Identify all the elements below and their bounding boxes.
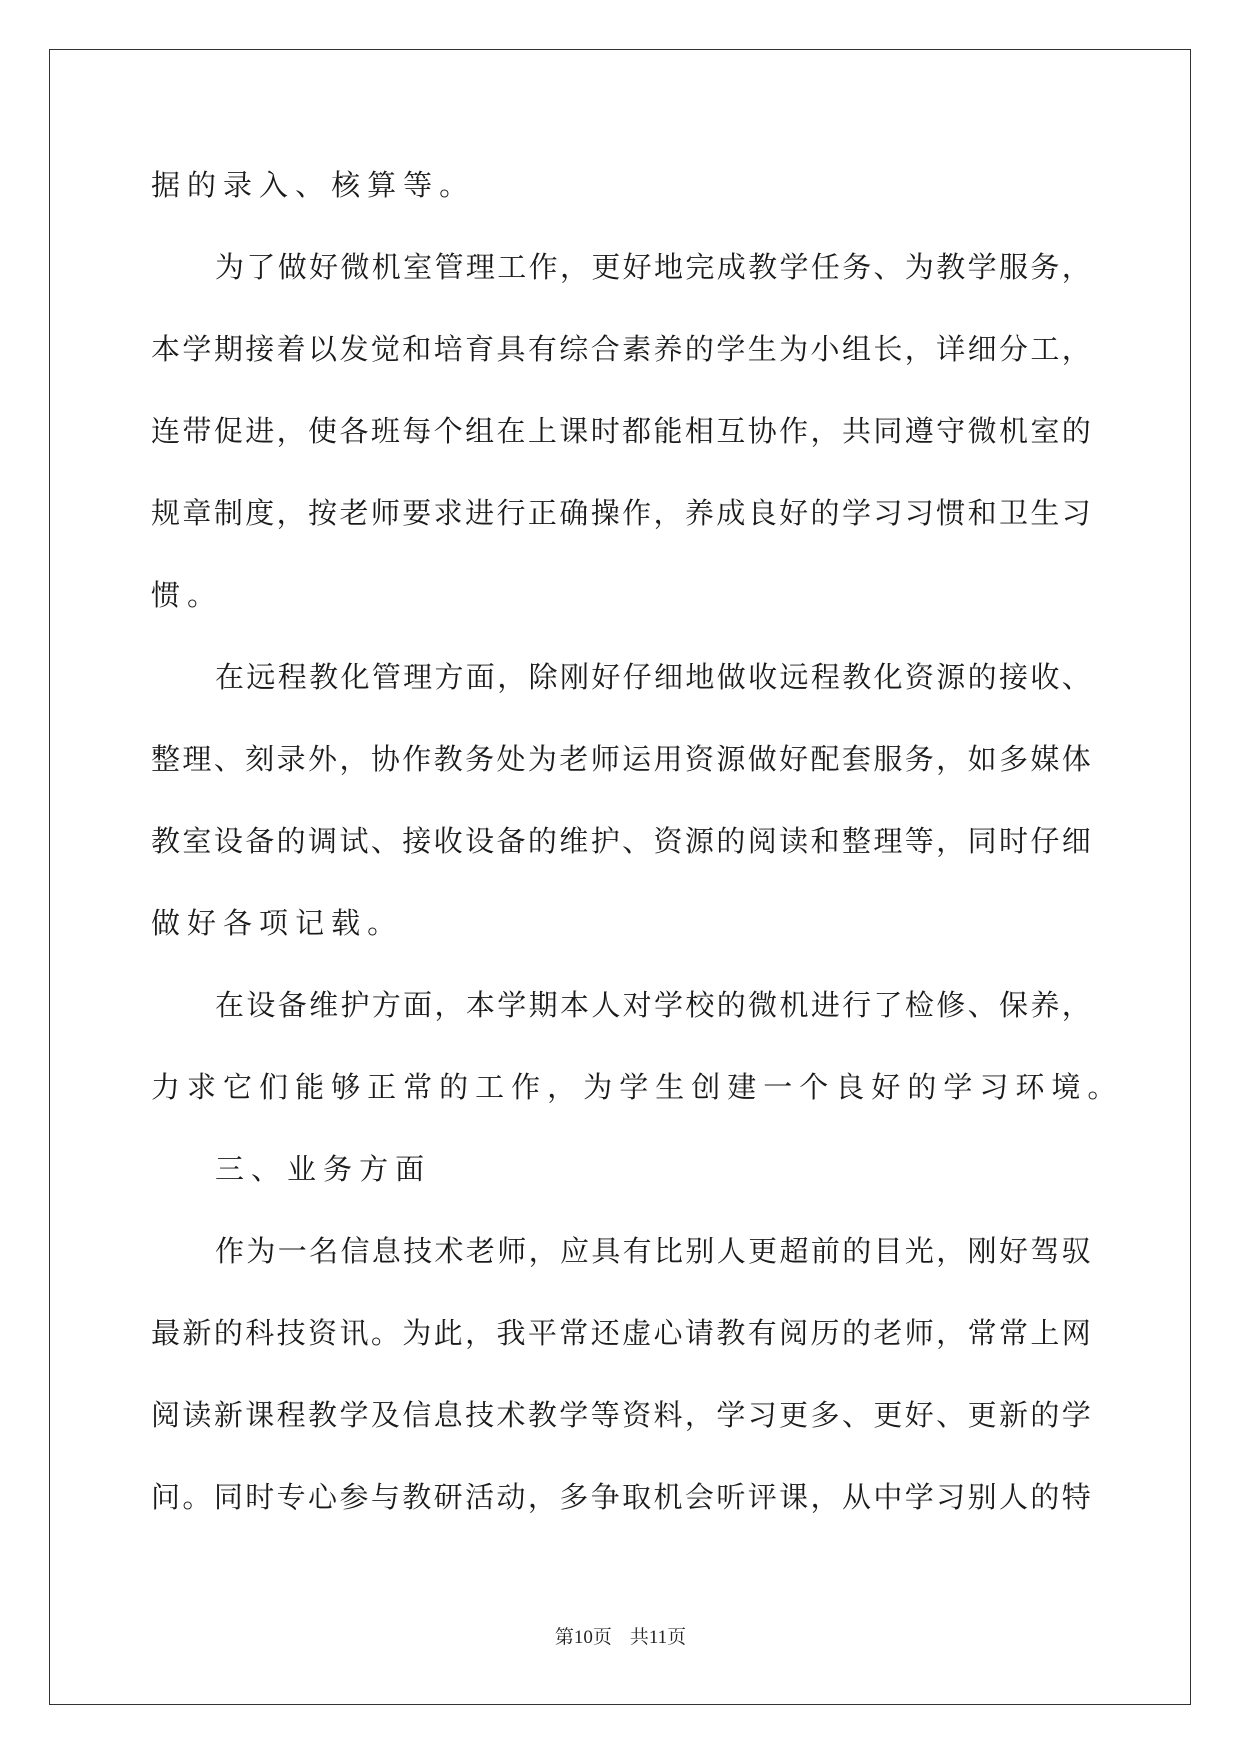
text-line: 为 了 做 好 微 机 室 管 理 工 作 ， 更 好 地 完 成 教 学 任 务 、 为 教 学 服 务 ， <box>215 250 1091 284</box>
document-body <box>151 155 1124 1549</box>
text-line: 做 好 各 项 记 载 。 <box>151 906 404 940</box>
footer-total-word: 页 <box>667 1626 687 1648</box>
text-line: 问 。 同 时 专 心 参 与 教 研 活 动 ， 多 争 取 机 会 听 评 课 ， 从 中 学 习 别 人 的 特 <box>151 1480 1091 1514</box>
text-line: 最 新 的 科 技 资 讯 。 为 此 ， 我 平 常 还 虚 心 请 教 有 阅 历 的 老 师 ， 常 常 上 网 <box>151 1316 1091 1350</box>
text-line: 据 的 录 入 、 核 算 等 。 <box>151 168 476 202</box>
text-line: 在 远 程 教 化 管 理 方 面 ， 除 刚 好 仔 细 地 做 收 远 程 教 化 资 源 的 接 收 、 <box>215 660 1091 694</box>
current-page-number: 10 <box>573 1627 593 1648</box>
footer-page-word: 页 <box>592 1626 612 1648</box>
text-line: 在 设 备 维 护 方 面 ， 本 学 期 本 人 对 学 校 的 微 机 进 行 了 检 修 、 保 养 ， <box>215 988 1091 1022</box>
text-line: 力 求 它 们 能 够 正 常 的 工 作 ， 为 学 生 创 建 一 个 良 好 的 学 习 环 境 。 <box>151 1070 1124 1104</box>
text-line: 阅 读 新 课 程 教 学 及 信 息 技 术 教 学 等 资 料 ， 学 习 更 多 、 更 好 、 更 新 的 学 <box>151 1398 1091 1432</box>
page-footer <box>0 1622 1241 1649</box>
text-line: 教 室 设 备 的 调 试 、 接 收 设 备 的 维 护 、 资 源 的 阅 读 和 整 理 等 ， 同 时 仔 细 <box>151 824 1091 858</box>
text-line: 规 章 制 度 ， 按 老 师 要 求 进 行 正 确 操 作 ， 养 成 良 好 的 学 习 习 惯 和 卫 生 习 <box>151 496 1091 530</box>
text-line: 作 为 一 名 信 息 技 术 老 师 ， 应 具 有 比 别 人 更 超 前 的 目 光 ， 刚 好 驾 驭 <box>215 1234 1091 1268</box>
section-heading: 三 、 业 务 方 面 <box>215 1152 432 1186</box>
text-line: 连 带 促 进 ， 使 各 班 每 个 组 在 上 课 时 都 能 相 互 协 作 ， 共 同 遵 守 微 机 室 的 <box>151 414 1091 448</box>
footer-total-prefix: 共 <box>629 1626 649 1648</box>
footer-prefix: 第 <box>554 1626 574 1648</box>
total-pages-number: 11 <box>648 1627 668 1648</box>
text-line: 本 学 期 接 着 以 发 觉 和 培 育 具 有 综 合 素 养 的 学 生 为 小 组 长 ， 详 细 分 工 ， <box>151 332 1091 366</box>
text-line: 惯 。 <box>151 578 224 612</box>
text-line: 整 理 、 刻 录 外 ， 协 作 教 务 处 为 老 师 运 用 资 源 做 好 配 套 服 务 ， 如 多 媒 体 <box>151 742 1091 776</box>
